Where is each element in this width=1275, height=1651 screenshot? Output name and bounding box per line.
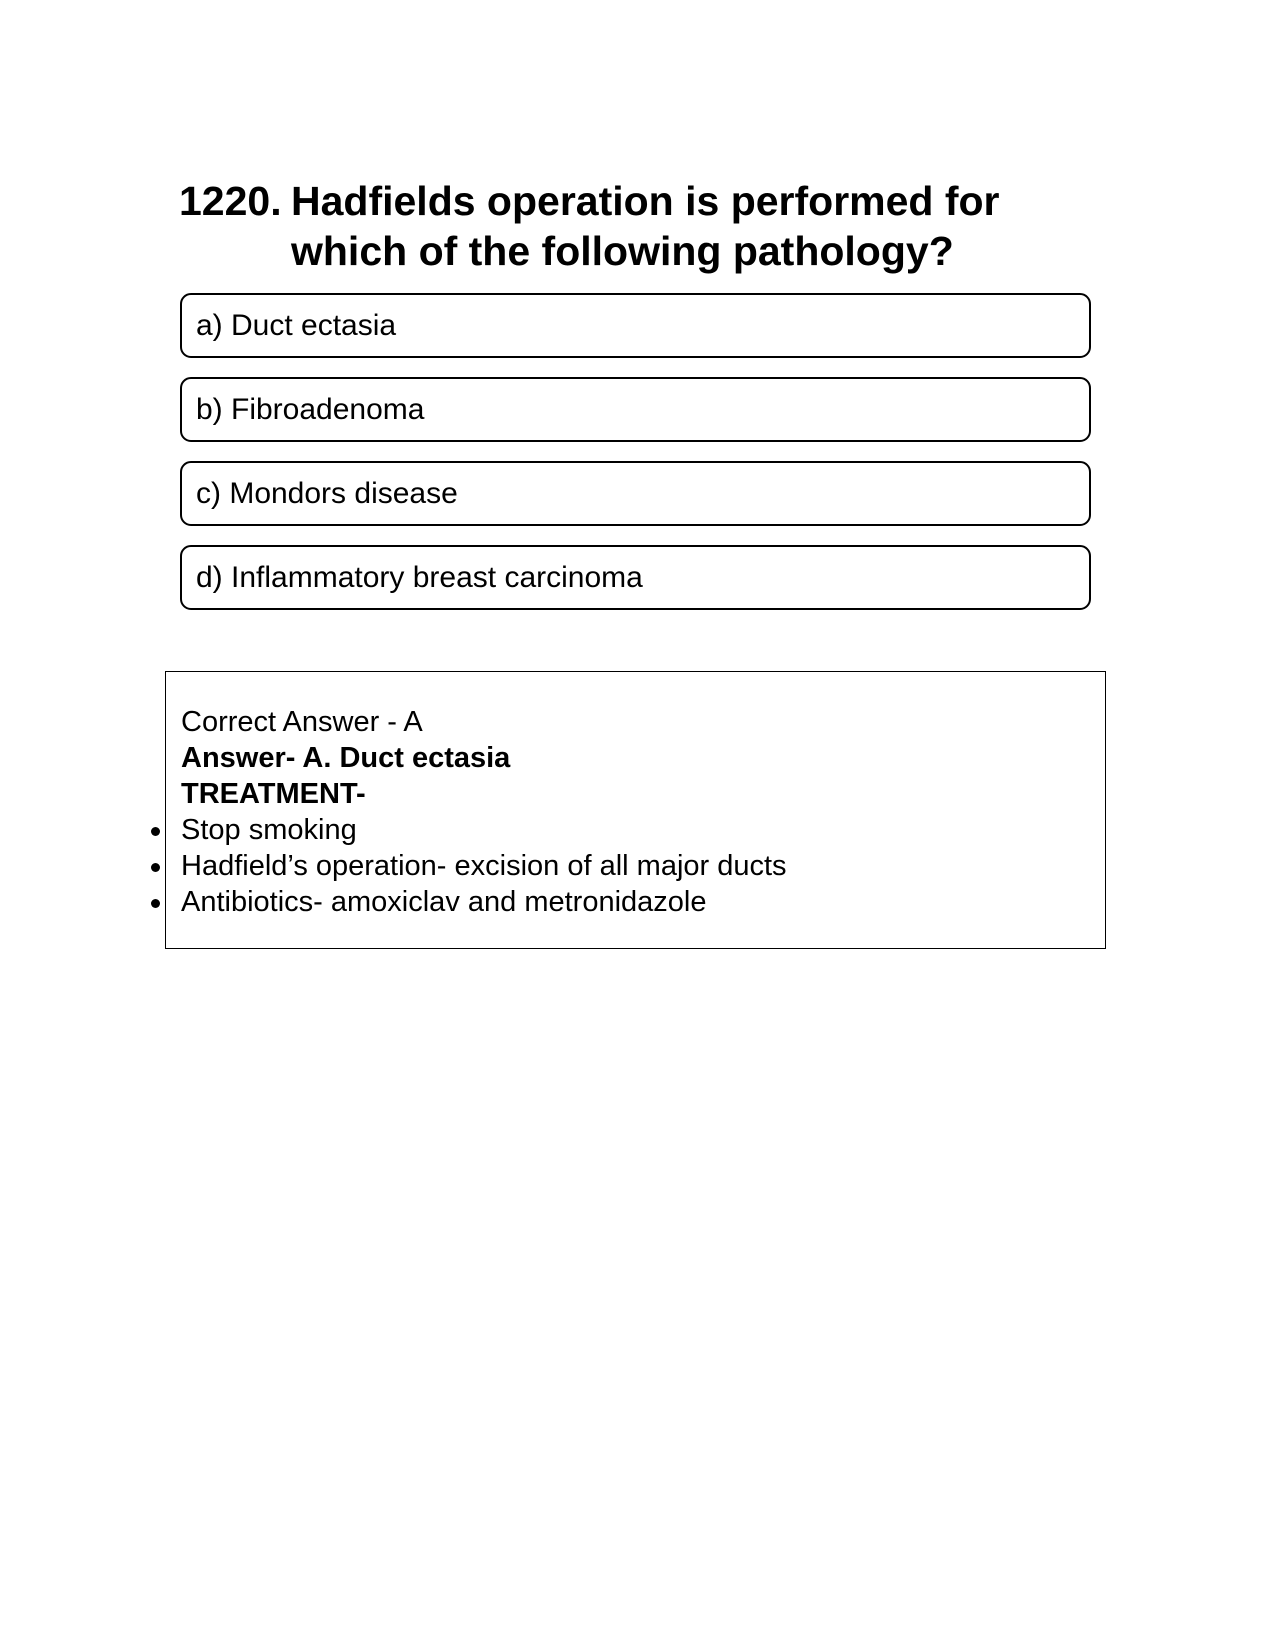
correct-answer-line: Correct Answer - A	[181, 706, 423, 738]
question-number: 1220.	[179, 178, 282, 224]
option-d[interactable]: d) Inflammatory breast carcinoma	[180, 545, 1091, 610]
option-b[interactable]: b) Fibroadenoma	[180, 377, 1091, 442]
treatment-item: Antibiotics- amoxiclav and metronidazole	[181, 886, 707, 918]
answer-line: Answer- A. Duct ectasia	[181, 742, 511, 774]
treatment-heading: TREATMENT-	[181, 778, 366, 810]
question-text: Hadfields operation is performed for which of the following pathology?	[291, 178, 1000, 274]
question-heading	[179, 176, 1079, 276]
option-c[interactable]: c) Mondors disease	[180, 461, 1091, 526]
treatment-item: Stop smoking	[181, 814, 357, 846]
bullet-icon	[151, 827, 160, 836]
treatment-item: Hadfield’s operation- excision of all major ducts	[181, 850, 787, 882]
bullet-icon	[151, 863, 160, 872]
option-a[interactable]: a) Duct ectasia	[180, 293, 1091, 358]
bullet-icon	[151, 899, 160, 908]
